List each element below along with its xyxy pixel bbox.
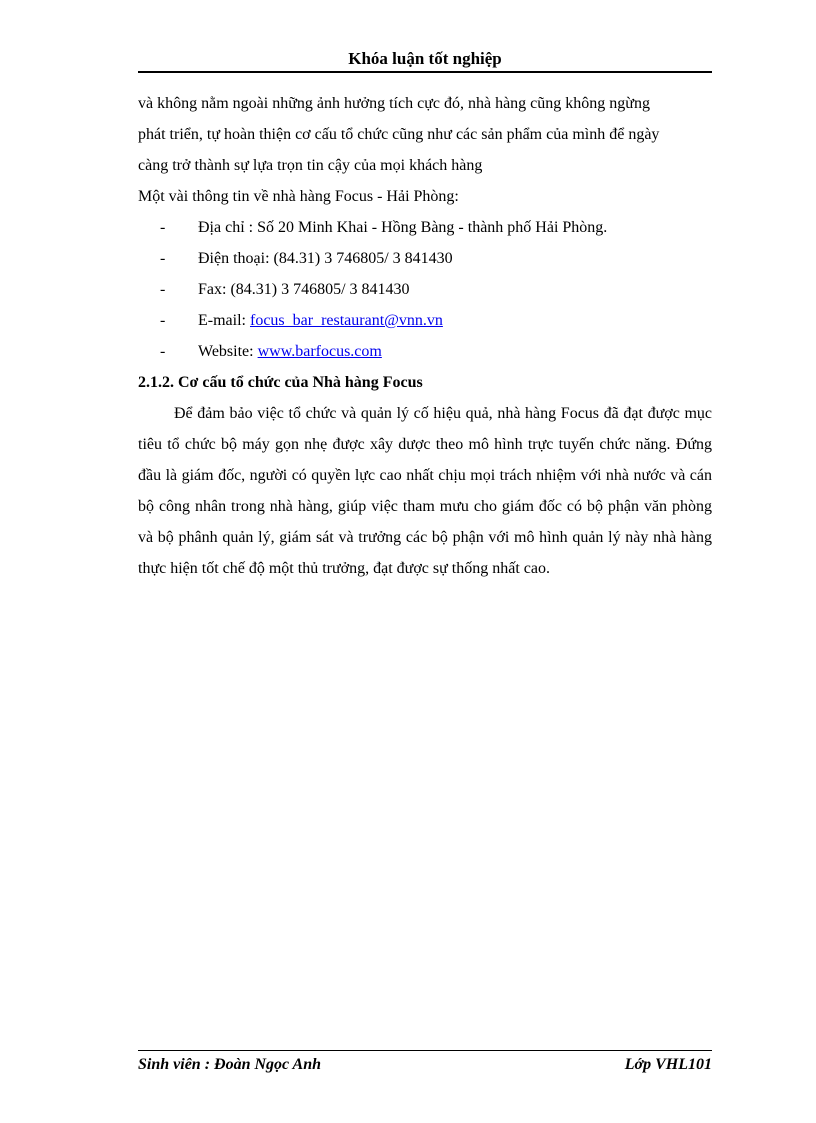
intro-paragraph-line-2: phát triển, tự hoàn thiện cơ cấu tổ chức cũng như các sản phẩm của mình để ngày xyxy=(138,126,660,143)
list-dash: - xyxy=(160,250,166,267)
page-header-title: Khóa luận tốt nghiệp xyxy=(348,49,502,68)
email-link[interactable]: focus_bar_restaurant@vnn.vn xyxy=(249,312,443,329)
email-label: E-mail: xyxy=(198,312,250,329)
address-text: Địa chỉ : Số 20 Minh Khai - Hồng Bàng - thành phố Hải Phòng. xyxy=(198,219,608,236)
intro-paragraph-line-1: và không nằm ngoài những ảnh hưởng tích cực đó, nhà hàng cũng không ngừng xyxy=(138,95,650,112)
footer-class-name: Lớp VHL101 xyxy=(624,1056,712,1073)
restaurant-info-list xyxy=(138,212,712,367)
list-dash: - xyxy=(160,312,166,329)
info-phone xyxy=(138,243,712,274)
intro-paragraph-line-3: càng trở thành sự lựa trọn tin cậy của mọi khách hàng xyxy=(138,157,483,174)
footer-student-name: Sinh viên : Đoàn Ngọc Anh xyxy=(138,1056,321,1073)
page-content xyxy=(138,88,712,584)
phone-text: Điện thoại: (84.31) 3 746805/ 3 841430 xyxy=(198,250,453,267)
list-dash: - xyxy=(160,343,166,360)
website-label: Website: xyxy=(198,343,258,360)
list-dash: - xyxy=(160,219,166,236)
info-email xyxy=(138,305,712,336)
list-dash: - xyxy=(160,281,166,298)
info-website xyxy=(138,336,712,367)
website-link[interactable]: www.barfocus.com xyxy=(257,343,382,360)
section-body-paragraph: Để đảm bảo việc tổ chức và quản lý cố hiệu quả, nhà hàng Focus đã đạt được mục tiêu tổ chức bộ máy gọn nhẹ được xây dược theo mô hình trực tuyến chức năng. Đứng đầu là giám đốc, người có quyền lực cao nhất chịu mọi trách nhiệm với nhà nước và cán bộ công nhân trong nhà hàng, giúp việc tham mưu cho giám đốc có bộ phận văn phòng và bộ phânh quản lý, giám sát và trưởng các bộ phận với mô hình quản lý này nhà hàng thực hiện tốt chế độ một thủ trưởng, đạt được sự thống nhất cao. xyxy=(138,405,712,577)
info-fax xyxy=(138,274,712,305)
info-heading: Một vài thông tin về nhà hàng Focus - Hải Phòng: xyxy=(138,188,459,205)
header-divider xyxy=(138,71,712,73)
footer-divider xyxy=(138,1050,712,1051)
fax-text: Fax: (84.31) 3 746805/ 3 841430 xyxy=(198,281,410,298)
section-heading: 2.1.2. Cơ cấu tổ chức của Nhà hàng Focus xyxy=(138,374,423,391)
info-address xyxy=(138,212,712,243)
